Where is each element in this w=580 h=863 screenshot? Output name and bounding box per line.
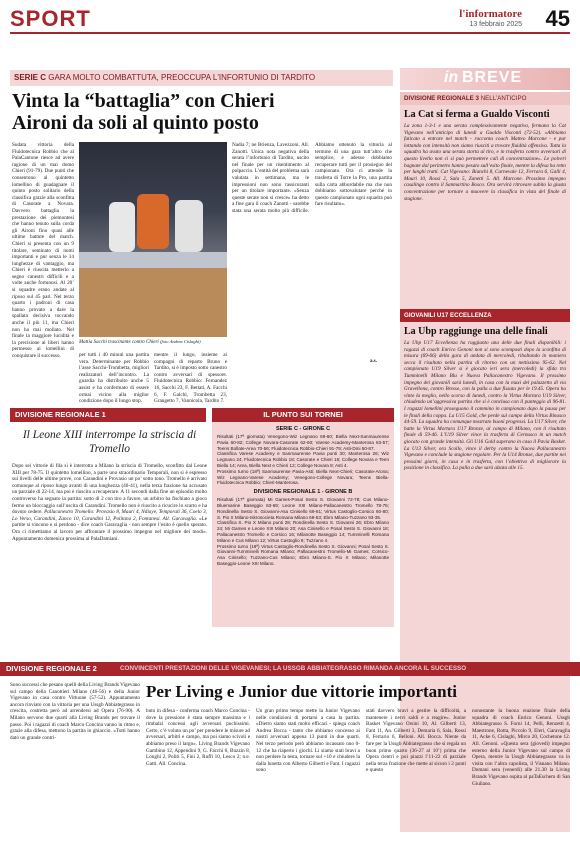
punto-next-2: Prossimo turno (18ª) Virtus Castoglio-Rondinella Sesto S. Giovanni; Posal Sesto S. Giovanni-Tumminelli Romana Milano; Pallacanestro Tromello-Mi Games; Corsico-Asa Cinisello; Tuzzano-Cus Milano; Ebro Milano-S. Pio X Milano; Milanotte Baseggio-Leone XIII Milano.	[217, 543, 389, 566]
punto-standings-2: Classifica S. Pio X Milano punti 28; Rondinella Sesto S. Giovanni 26; Ebro Milano 24; Mi Games e Leone XIII Milano 20; Asa Cinisello e Posal Sesto S. Giovanni 18; Pallacanestro Tromello e Corsico 16; Milanotte Baseggio 14; Tumminelli Romana Milano e Cus Milano 12; Virtus Castoglio 8; Tuzzano 4.	[217, 520, 389, 543]
punto-results-2: Risultati (17ª giornata) Mi Games-Posal Sesto S. Giovanni 72-78; Cus Milano-Bluemarine Baseggio 63-69; Leone XIII Milano-Pallacanestro Tromello 78-75; Rondinella Sesto S. Giovanni-Asa Cinisello 69-61; Virtus Castoglio-Corsico 60-80; S. Pio X Milano-Iskrosocieta Romana Milano 69-53; Ebro Milano-Tuzzano 93-35.	[217, 497, 389, 520]
serie-c-title-line1: Vinta la “battaglia” con Chieri	[12, 90, 275, 112]
section-title: SPORT	[10, 6, 91, 31]
serie-c-column-2: per tutti i 40 minuti una partita vera. Determinante per Robbio l’asse Sacchi-Trombetta, migliori realizzatori dell’incontro. La guardia ha distribuito anche 5 assist e ha confermato di essere ormai vicino alla miglior condizione dopo il lungo stop.	[79, 352, 149, 405]
breve1-body: La zona 1-3-1 e una serata complessivamente negativa, fermano la Cat Vigevano nell’anticipo di lunedì a Gualdo Visconti (72-52). «Abbiamo faticato a entrare nel match - racconta coach Matteo Marcone - e pur lottando con intensità non siamo riusciti a trovare fluidità offensiva. Tutta la squadra ha avuto una serata storta al tiro, e in trasferta contro avversari di questo livello non ci si può permettere cali di concentrazione». Le polveri bagnate dal perimetro hanno pesato sull’esito finale, mentre la difesa ha retto per lunghi tratti. Cat Vigevano: Bianchi 8, Carnevale 12, Ferrara 6, Galli 4, Mauri 10, Rossi 2, Sala 5, Zanetti 5. All. Marcone. Prossimo impegno casalingo contro il Sanmartino Bosco. Ora servirà ritrovare subito la giusta concentrazione per tornare a muovere la classifica in vista del finale di stagione.	[404, 123, 566, 202]
game-photo	[79, 142, 227, 337]
div2-kicker: CONVINCENTI PRESTAZIONI DELLE VIGEVANESI; LA USSGB ABBIATEGRASSO RIMANDA ANCORA IL SUCCESSO	[120, 665, 467, 672]
div1-tag-bar	[10, 408, 206, 422]
div1-body	[12, 463, 207, 628]
in-breve-banner	[400, 68, 570, 90]
sponsor-board	[79, 252, 227, 268]
issue-date: 13 febbraio 2025	[469, 21, 522, 28]
punto-standings-1: Classifica Varese Academy e Sanmaurense Pavia punti 30; Manterosa 26; Wiz Legnano 24; Fluidotecnica Robbio 18; Casorate e Chieri 16; College Novara e Teen Biella 14; Area, Biella Next e Chieri 12; College Novara 8; Asti 4.	[217, 451, 389, 468]
serie-c-tag: SERIE C	[14, 73, 47, 82]
punto-next-1: Prossimo turno (18ª) Sanmaurense Pavia-Asti; Biella Next-Chieri; Casorate-Arona; Wiz Legnano-Varese Academy; Venegono-College Novara; Teens Biella-Fluidotecnica Robbio; Chieri-Manterosa.	[217, 468, 389, 486]
breve2-body: La Ubp U17 Eccellenza ha raggiunto una delle due finali disponibili: i ragazzi di coach Enrico Genoni non si sono scomposti dopo la sconfitta di misura (69-66) della gara di andata di mercoledì, ribaltando in maniera secca il risultato nella partita di ritorno con un nettissimo 95-62. Nel campionato U19 Silver si è giocato ieri sera (mercoledì) la sfida tra Tumminelli Milano Blu e Nuova Pallacanestro Vigevano. Il prossimo impegno dei giovanili sarà lunedì, in casa con la maxi del palazzetto di via Gravellona, contro Bresso, con la palla a due fissata per le 19.45. Opera ha vinto la meglio, nello scorso di lunedì, contro la Virtus Mortara U19 Silver, chiudendo un’aggressiva partita che si è conclusa con il punteggio di 96-81. I ragazzi lomellini proseguono il cammino in campionato dopo la pausa per le finali della coppa. La U15 Gold, che perde sul campo della Virtus Binasco 44-59. La squadra ha comunque mostrato buoni progressi. La U17 Silver, che batte la Virtus Mortara U17 Bronze, al campo di Milano, con il risultato finale di 59-46. L’U19 Silver vince la trasferta di Cernusco in un match giocato con grande intensità. Gli U16 Gold superano in casa il Pavia Basket. La U13 Silver, ora Scollo, vince il derby contro la Nuova Pallacanestro Vigevano e conclude la stagione regolare. Per la U14 Bronze, due partite nei prossimi giorni, in casa e in trasferta, con l’obiettivo di migliorare la posizione in classifica. La palla a due sarà alzata alle 15.	[404, 340, 566, 472]
punto-tag: IL PUNTO SUI TORNEI	[263, 410, 343, 419]
player-white-jersey	[109, 202, 135, 252]
div1-quote: «Le partite si vincono e si perdono - dice coach Garavaglia - non sempre l’esito è quello sperato. Ora ci rimettiamo al lavoro per affrontare il prossimo impegno nel migliore dei modi». Appuntamento domenica prossima al PalaDamiani.	[12, 515, 208, 542]
serie-c-title-line2: Aironi da soli al quinto posto	[12, 112, 259, 134]
div2-title: Per Living e Junior due vittorie importanti	[146, 682, 458, 701]
punto-tag-bar	[212, 408, 394, 422]
serie-c-column-1: Sudata vittoria della Fluidotecnica Robbio che al PalaCantone riesce ad avere ragione di un mai domo Chieri (91-79). Due punti che consentono al quintetto lomellino di guadagnare il quinto posto solitario della classifica grazie alla sconfitta di Casorate a Novara. Davvero battaglia la prestazione dei piemontesi che hanno tenuto sulla corda gli Aironi fino quasi alle ultime battute del match. Chieri si presenta con un 9 titolare, seminato di nomi importanti e pur senza le 14 lunghezze di vantaggio, ma Chieri è riuscita metterlo a segno canestri difficili e a volte anche fortunosi. Al 20’ si squadre erano andate al riposo sul 45 pari. Nel terzo quarto i padroni di casa hanno provato a dare la spallata decisiva toccando anche il più 11, ma Chieri non ha mai mollato. Nel finale la maggiore lucidità e la precisione ai liberi hanno permesso ai lomellini di conquistare il successo.	[12, 142, 74, 359]
serie-c-column-4: Nadia 7; ne Brienza, Lavezzoni. All. Zanotti. Unica nota negativa della serata l’infortunio di Tardito, uscito nel finale per un risentimento al polpaccio. L’entità del problema sarà valutata in settimana, ma le impressioni non sono rassicuranti per un titolare importante. «Senza queste serate non si cresce» ha detto a fine gara il coach Zanotti - sarebbe stata una serata molto più difficile. Abbiamo ottenuto la vittoria al termine di una gara tutt’altro che semplice, e adesso dobbiamo recuperare tutti per il prosieguo del campionato. Ora ci attende la trasferta di Torre la Pro, una partita sulla carta abbordabile ma che non dobbiamo sottovalutare perché in questo campionato ogni squadra può fare risultato».	[232, 142, 392, 214]
div2-column-1: Sono successi che pesano quelli della Living Brands Vigevano sul campo della Canottieri Milano (46-56) e della Junior Vigevano in casa contro Vittuone (57-52). Appuntamento ancora rinviato con la vittoria per una Ussgb Abbiategrasso in crescita, costretta però ad arrendersi ad Opera (76-90). A Milano servono due quarti alla Living Brands per trovare il passo. Poi i ragazzi di coach Marco Concina vanno in ritmo e, grazie alla difesa, mettono la partita in ghiaccio. «Tutti hanno dato un grande contri-	[10, 682, 140, 741]
serie-c-kicker-bar	[10, 70, 393, 86]
court-floor	[79, 268, 227, 337]
breve1-kicker: NELL’ANTICIPO	[480, 95, 527, 102]
div2-column-4: stati davvero bravi a gestire la difficoltà, a mantenere i nervi saldi e a reagire». Junior Basket Vigevano Orsini 10, Al. Gilberti 13, Fant 11, An. Gilberti 3, Demaria 6, Sala, Rossi 8, Ferrario 6, Belloni. All. Bocca. Niente da fare per la Ussgb Abbiategrasso che si regala un buon primo quarto (36-27 al 10’) prima che Opera rientri e poi piazzi l’11-22 di parziale nella terza frazione che mette al sicuro i 2 punti e questo	[366, 708, 466, 774]
serie-c-kicker: GARA MOLTO COMBATTUTA, PREOCCUPA L'INFORTUNIO DI TARDITO	[48, 73, 316, 82]
serie-c-column-3: mentre il lungo, insieme ai compagni di reparto Bruno e Tardito, si è imposto sotto canestro contro avversari di spessore. Fluidotecnica Robbio: Fernandez 16, Sacchi 23, F. Bettati, A. Facchi 6, F. Galchi, Trombetta 23, Grangetto 7, Vannicola, Tardito 7.	[154, 352, 227, 405]
paper-name: l'informatore	[459, 8, 522, 20]
breve1-tag: DIVISIONE REGIONALE 3	[404, 95, 479, 102]
player-orange-jersey	[137, 194, 169, 249]
breve2-kicker-bar	[400, 309, 570, 322]
punto-heading-2: DIVISIONE REGIONALE 1 - GIRONE B	[253, 489, 353, 496]
punto-heading-1: SERIE C - GIRONE C	[275, 426, 331, 432]
punto-box	[212, 422, 394, 627]
div1-tag: DIVISIONE REGIONALE 1	[15, 410, 106, 419]
section-header	[10, 6, 570, 34]
in-breve-in: in	[444, 69, 459, 86]
punto-results-1: Risultati (17ª giornata) Venegono-Wiz Legnano 69-60; Biella Next-Sanmaurense Pavia 60-82; College Novara-Casorate 62-60; Varese Academy-Manterosa 63-57; Teens Bollate-Area 70-56; Fluidotecnica Robbio-Chieri 91-79; Asti-Dmi 50-87.	[217, 434, 389, 451]
in-breve-word: BREVE	[462, 69, 523, 86]
div2-column-2: buto in difesa - conferma coach Marco Concina - dove la pressione è stata sempre massima e i rimbalzi concessi agli avversari pochissimi. Certo, c’è voluto un po’ per prendere le misure ad avversari, arbitri e campo, ma poi siamo scivoli e abbiamo preso il largo». Living Brands Vigevano Gambino 12, Appendini 9, G. Facchi 6, Buzzin 8, Longhi 2, Politi 5, Fini 2, Ruffi 10, Lesco 2; n.e. Gatti. All. Concina.	[146, 708, 250, 767]
breve1-title: La Cat si ferma a Gualdo Visconti	[404, 109, 550, 120]
div2-column-5: nonostante la buona reazione finale della squadra di coach Enrico Genoni. Ussgb Abbiategrasso S. Forni 14, Pelli, Renzetti 4, Maestrone, Rotta, Piccolo 9, Eleri, Garavaglia 11, Acke 6, Cislaghi, Mirco 20, Cochetone 12. All. Genoni. «Questa sera (giovedì) impegno esterno della Junior Vigevano sul campo di Opera, mentre la Ussgb Abbiategrasso va in visita con l’altra capolista, il Visnano Milano. Domani sera (venerdì) alle 21.30 la Living Brands Vigevano ospita al paTaEschem di San Giuliano.	[472, 708, 570, 787]
breve1-kicker-bar	[400, 92, 570, 105]
div2-kicker-bar	[0, 662, 580, 676]
div1-text: Dopo sei vittorie di fila si è interrotta a Milano la striscia di Tromello, sconfitto dal Leone XIII per 78-75. Il quintetto lomellino, a parte uno straordinario Temporali, non si è espresso sui livelli delle ultime prove, con Carandini e Provasio un po’ sotto tono. Tromello è arrivato comunque al riposo lungo avanti di una lunghezza (40-41), nella terza frazione ha accusato un parziale di 22-14, ma poi è riuscito a recuperare. A 11 secondi dalla fine un episodio molto controverso ha segnato la partita: sotto di 2 con tiro a favore, un arbitro ha fischiato a gioco fermo un bloccaggio sull’uscita di Carandini. Tromello non è riuscito a ricucire lo scarto e ha dovuto cedere.	[12, 463, 207, 516]
div2-tag: DIVISIONE REGIONALE 2	[6, 664, 97, 673]
serie-c-headline	[12, 90, 392, 134]
breve2-kicker: U17 ECCELLENZA	[436, 312, 492, 319]
breve2-tag: GIOVANILI	[404, 312, 436, 319]
photo-caption	[79, 339, 229, 347]
breve2-title: La Ubp raggiunge una delle finali	[404, 326, 548, 337]
player-white-jersey-2	[175, 200, 203, 252]
div2-column-3: Un gran primo tempo mette la Junior Vigevano nelle condizioni di portarsi a casa la partita. «Dietro siamo stati molto efficaci - spiega coach Andrea Bocca - tanto che abbiamo concesso ai nostri avversari appena 13 punti in due quarti. Nel terzo periodo però abbiamo incassato uno 0-12 che ha riaperto i giochi. Li siamo stati bravi a non perdere la testa, tornare sul +10 e chiudere la dalla lunetta con Alberto Gilberti e Fant. I ragazzi sono	[256, 708, 360, 774]
caption-credit: (foto Andrea Cislaghi)	[160, 339, 201, 344]
serie-c-signature: a.s.	[370, 359, 377, 364]
caption-text: Mattia Sacchi trascinante contro Chieri	[79, 340, 159, 345]
page-number: 45	[545, 6, 570, 31]
div1-roster: Pallacanestro Tromello: Provasio 8, Mauri 4, Ndiaye, Temporali 36, Coelo 3, Lo Verso, Carandini, Zanco 10, Carandini 12, Politano 2, Fontanesi. All. Garavaglia.	[12, 509, 207, 522]
div1-title: Il Leone XIII interrompe la striscia di Tromello	[22, 429, 197, 455]
